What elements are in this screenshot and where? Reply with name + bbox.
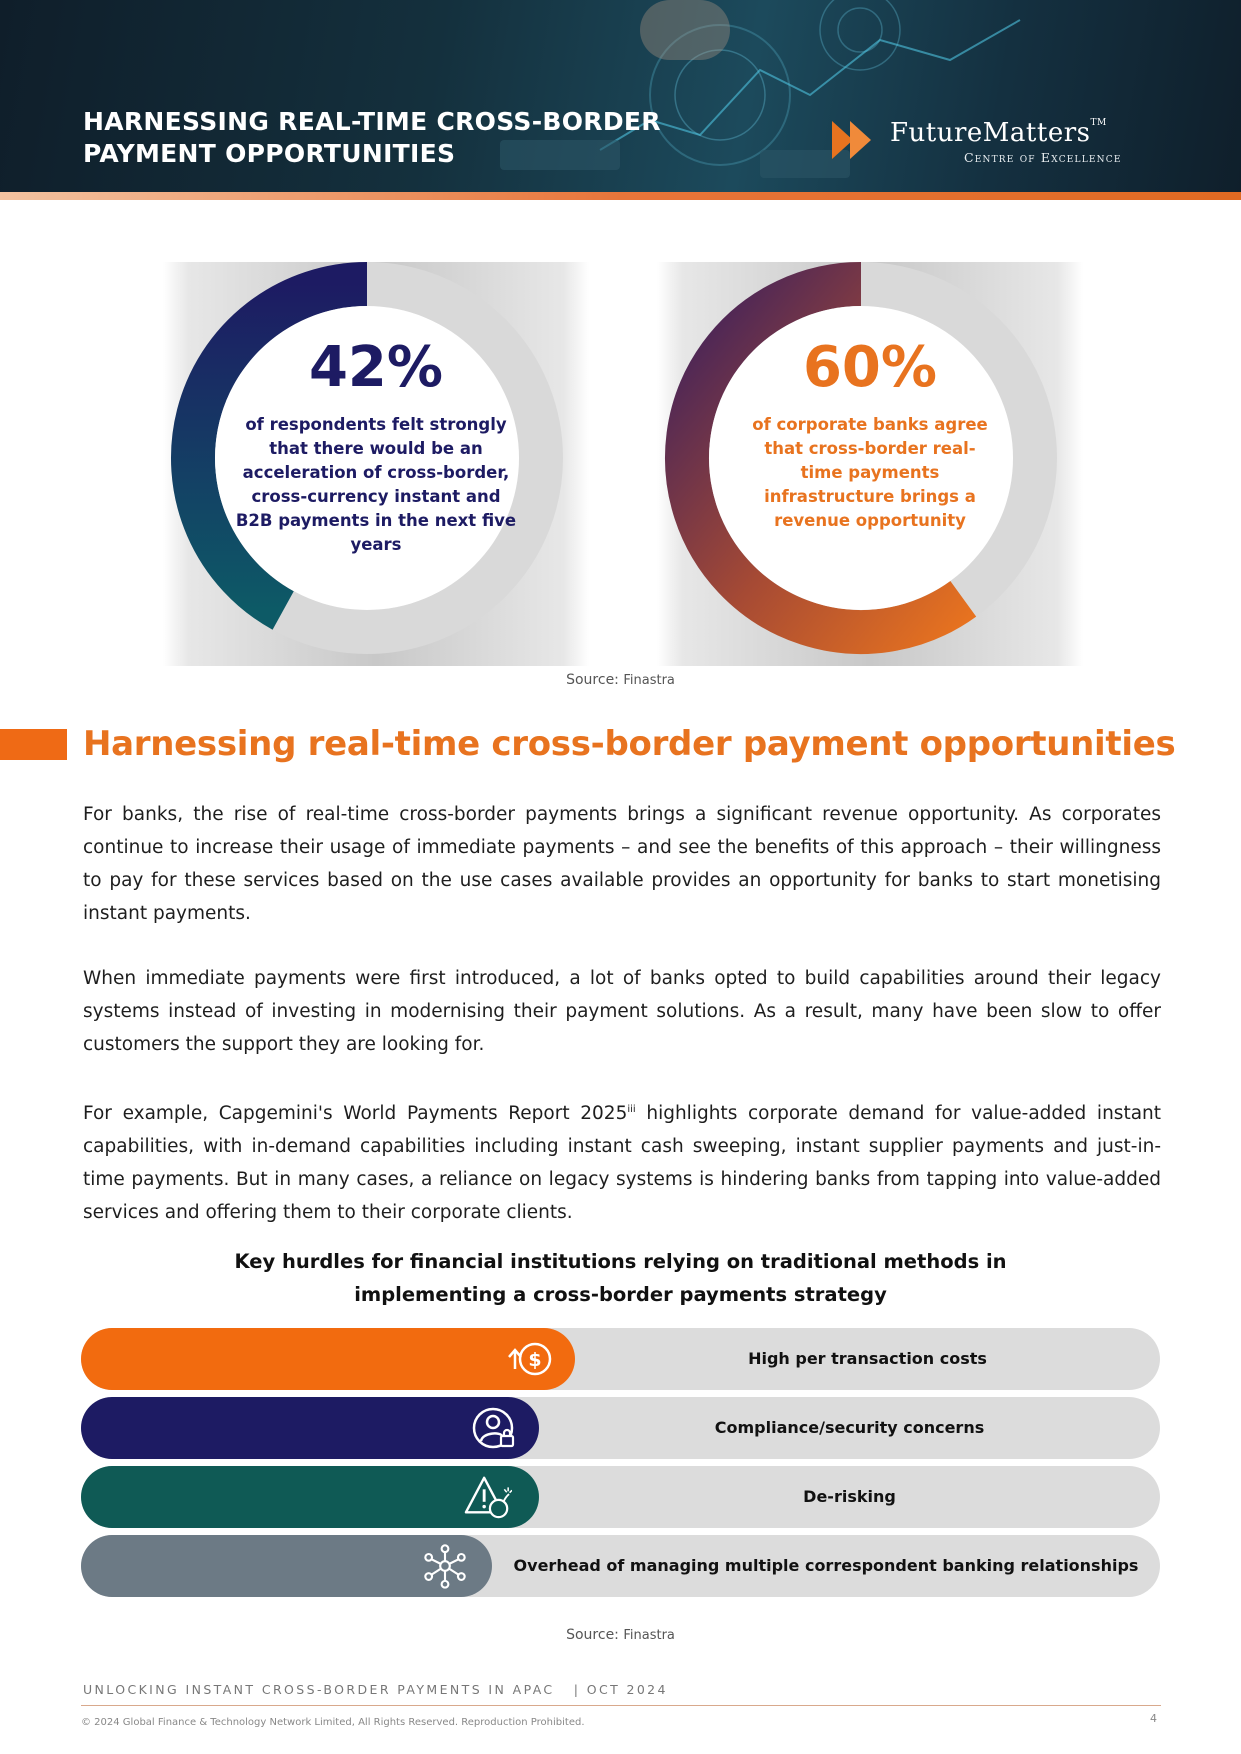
donut-center-text (720, 337, 1020, 533)
footer-divider (81, 1705, 1161, 1706)
hurdle-label: De-risking (803, 1487, 896, 1506)
section-heading: Harnessing real-time cross-border payment opportunities (83, 724, 1176, 764)
hurdles-title (200, 1245, 1041, 1311)
stat-percentage: 42% (308, 335, 444, 400)
footer-date: OCT 2024 (586, 1682, 668, 1697)
hurdle-bar-compliance (81, 1397, 1160, 1459)
stat-description: of respondents felt strongly that there would be an acceleration of cross-border, cross-currency instant and B2B payments in the next five years (235, 415, 517, 554)
source-prefix: Source: (566, 1627, 619, 1643)
footer-report-title (83, 1682, 668, 1697)
hurdles-title-line: Key hurdles for financial institutions relying on traditional methods in (234, 1250, 1007, 1273)
logo-name (890, 118, 1107, 148)
footer-report-name: UNLOCKING INSTANT CROSS-BORDER PAYMENTS IN APAC (83, 1682, 555, 1697)
futurematters-logo (832, 118, 1162, 168)
paragraph-text: For example, Capgemini's World Payments Report 2025 (83, 1103, 628, 1125)
hurdle-label: Compliance/security concerns (714, 1418, 985, 1437)
report-header-title (83, 106, 703, 170)
donut-center-text (226, 337, 526, 557)
fast-forward-logo-icon (832, 121, 876, 159)
footer-separator: | (573, 1682, 581, 1697)
page-number: 4 (1150, 1712, 1157, 1725)
warning-bomb-icon (464, 1473, 512, 1521)
footnote-reference: iii (627, 1104, 636, 1115)
source-name: Finastra (623, 673, 675, 688)
logo-name-text: FutureMatters (890, 118, 1091, 148)
source-prefix: Source: (566, 672, 619, 688)
svg-text:$: $ (528, 1349, 542, 1371)
header-title-line: HARNESSING REAL-TIME CROSS-BORDER (83, 107, 661, 136)
dollar-cost-icon (506, 1335, 554, 1383)
network-icon (421, 1542, 469, 1590)
hurdles-source (0, 1627, 1241, 1643)
header-banner (0, 0, 1241, 192)
hurdle-bar-derisking (81, 1466, 1160, 1528)
body-paragraph: When immediate payments were first introduced, a lot of banks opted to build capabilities around their legacy systems instead of investing in modernising their payment solutions. As a result, many have been slow to offer customers the support they are looking for. (83, 968, 1161, 1055)
stat-description: of corporate banks agree that cross-border real-time payments infrastructure brings a revenue opportunity (752, 415, 988, 530)
user-lock-icon (471, 1404, 519, 1452)
header-title-line: PAYMENT OPPORTUNITIES (83, 139, 456, 168)
body-paragraph (83, 1093, 1161, 1229)
chart-source (0, 672, 1241, 688)
hurdle-label: High per transaction costs (748, 1349, 987, 1368)
paragraph-text: highlights corporate demand for value-added instant capabilities, with in-demand capabilities including instant cash sweeping, instant supplier payments and just-in-time payments. But in many cases, a reliance on legacy systems is hindering banks from tapping into value-added services and offering them to their corporate clients. (83, 1103, 1162, 1224)
stat-percentage: 60% (802, 335, 938, 400)
header-accent-stripe (0, 192, 1241, 200)
logo-tm: TM (1090, 118, 1107, 128)
copyright-notice: © 2024 Global Finance & Technology Network Limited, All Rights Reserved. Reproduction Prohibited. (81, 1717, 585, 1728)
hurdle-bar-fill (81, 1328, 575, 1390)
hurdle-bar-correspondent-banking (81, 1535, 1160, 1597)
source-name: Finastra (623, 1628, 675, 1643)
hurdles-title-line: implementing a cross-border payments strategy (354, 1283, 887, 1306)
hurdle-label: Overhead of managing multiple correspondent banking relationships (513, 1556, 1139, 1575)
hurdle-bar-costs (81, 1328, 1160, 1390)
stat-donut-card-60 (657, 262, 1083, 666)
stat-donut-card-42 (163, 262, 589, 666)
section-accent-bar (0, 729, 67, 760)
logo-subtitle: Centre of Excellence (964, 150, 1122, 165)
body-paragraph: For banks, the rise of real-time cross-border payments brings a significant revenue opportunity. As corporates continue to increase their usage of immediate payments – and see the benefits of this approach – their willingness to pay for these services based on the use cases available provides an opportunity for banks to start monetising instant payments. (83, 804, 1161, 924)
